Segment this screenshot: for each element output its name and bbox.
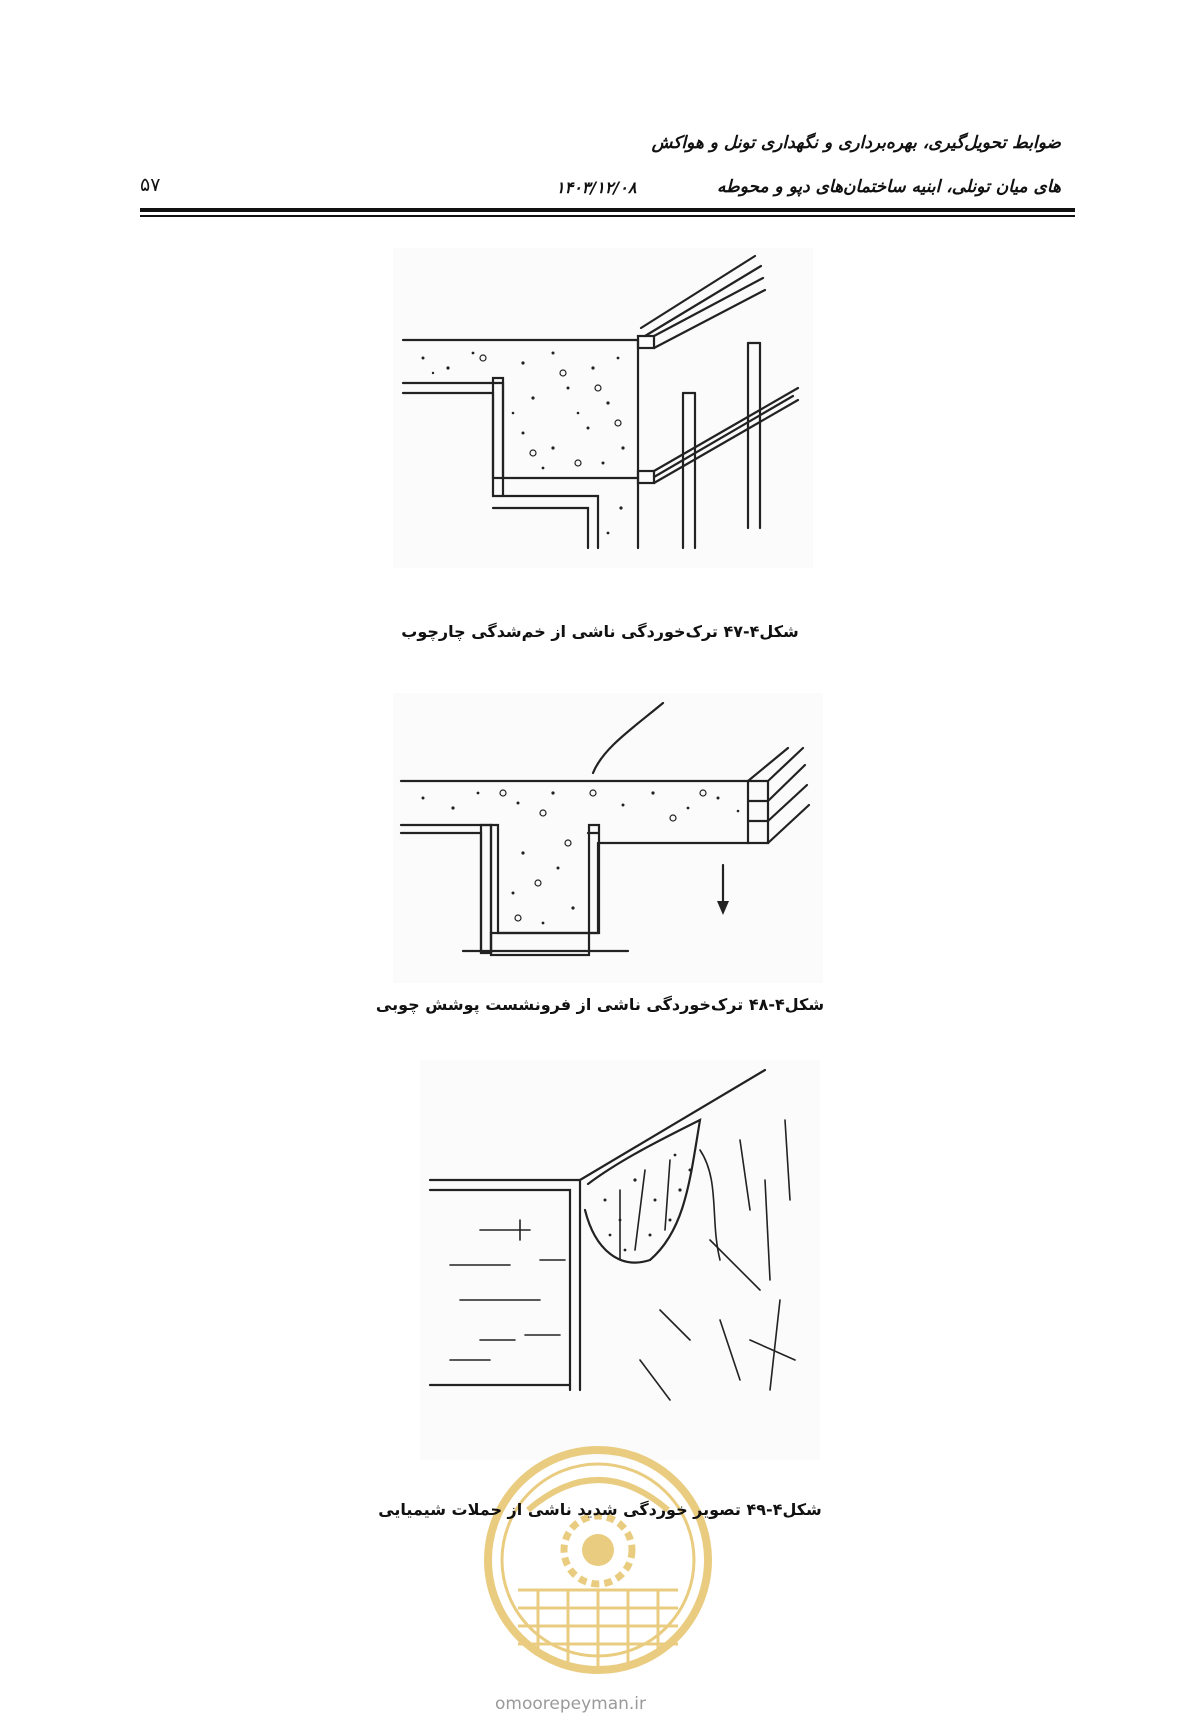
watermark-seal <box>478 1440 718 1680</box>
document-title: ضوابط تحویل‌گیری، بهره‌برداری و نگهداری تونل و هواکش <box>651 133 1061 153</box>
omoorepeyman-logo <box>478 1440 718 1680</box>
watermark-site: omoorepeyman.ir <box>495 1694 647 1714</box>
chemical-corrosion-drawing <box>420 1060 820 1460</box>
figure-48-caption: شکل۴-۴۸ ترک‌خوردگی ناشی از فرونشست پوشش چوبی <box>375 995 825 1014</box>
formwork-settlement-crack-drawing <box>393 693 823 983</box>
page-number: ۵۷ <box>140 174 161 196</box>
figure-48-drawing <box>393 693 823 983</box>
header-rule-thick <box>140 208 1075 212</box>
document-date: ۱۴۰۳/۱۲/۰۸ <box>556 178 637 197</box>
figure-47-caption: شکل۴-۴۷ ترک‌خوردگی ناشی از خم‌شدگی چارچوب <box>401 622 799 641</box>
frame-bending-crack-drawing <box>393 248 813 568</box>
figure-49-caption: شکل۴-۴۹ تصویر خوردگی شدید ناشی از حملات شیمیایی <box>378 1500 822 1519</box>
figure-47-drawing <box>393 248 813 568</box>
figure-49-drawing <box>420 1060 820 1460</box>
document-subtitle: های میان تونلی، ابنیه ساختمان‌های دپو و محوطه <box>717 177 1061 197</box>
header-rule-thin <box>140 215 1075 217</box>
